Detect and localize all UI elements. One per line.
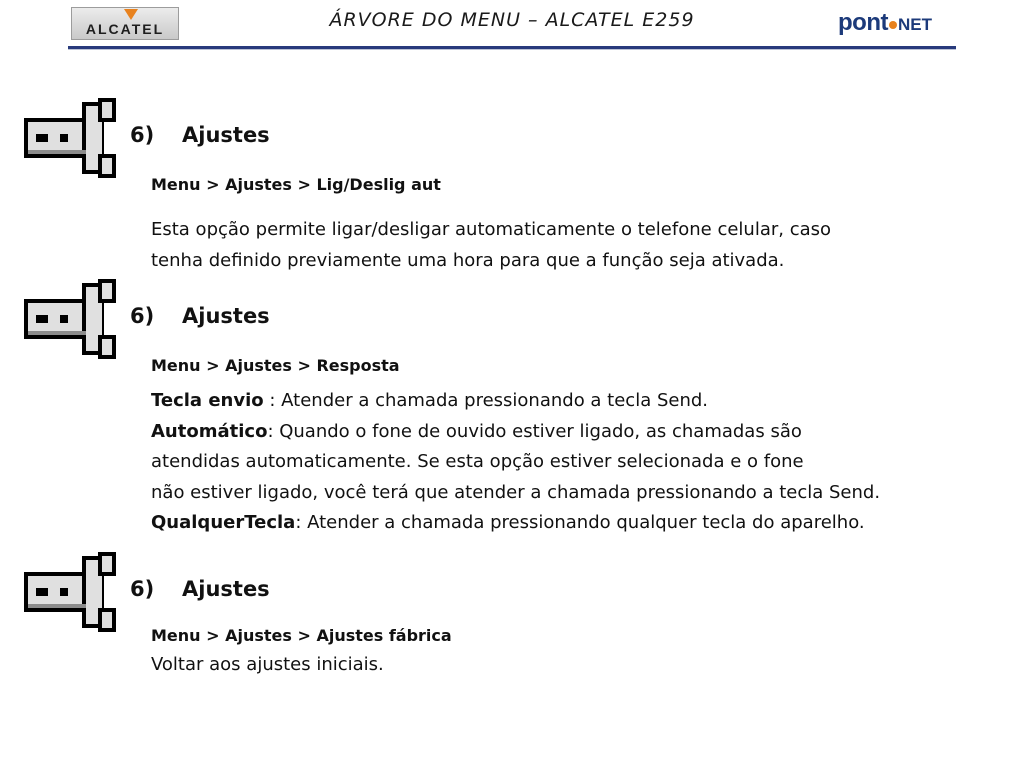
menu-path: Menu > Ajustes > Ajustes fábrica: [151, 626, 452, 645]
wrench-icon: [18, 550, 118, 634]
section-heading: [130, 123, 270, 147]
slide-header: [0, 0, 1024, 60]
body-line: Esta opção permite ligar/desligar automaticamente o telefone celular, caso: [151, 219, 832, 240]
wrench-icon: [18, 277, 118, 361]
section-title: Ajustes: [182, 304, 270, 328]
section-body: [151, 215, 1011, 276]
definition-term: QualquerTecla: [151, 512, 296, 533]
definition-separator: :: [295, 512, 308, 533]
definition-separator: :: [263, 390, 282, 411]
section-number: 6): [130, 123, 155, 147]
header-divider: [68, 46, 956, 49]
pontonet-logo-text-right: NET: [897, 15, 932, 34]
alcatel-triangle-icon: [124, 9, 138, 20]
definition-line: [151, 417, 1011, 448]
definition-line: [151, 508, 1011, 539]
section-body: [151, 386, 1011, 539]
definition-line: atendidas automaticamente. Se esta opção estiver selecionada e o fone: [151, 451, 804, 472]
definition-text: Quando o fone de ouvido estiver ligado, as chamadas são: [279, 420, 802, 442]
body-line: tenha definido previamente uma hora para que a função seja ativada.: [151, 249, 785, 271]
definition-line: [151, 386, 1011, 417]
definition-text: Atender a chamada pressionando qualquer tecla do aparelho.: [307, 512, 865, 533]
orange-dot-icon: [889, 21, 897, 29]
definition-term: Tecla envio: [151, 390, 264, 411]
pontonet-logo-text-left: pont: [838, 9, 888, 36]
body-line: Voltar aos ajustes iniciais.: [151, 654, 384, 675]
definition-term: Automático: [151, 420, 268, 442]
section-number: 6): [130, 304, 155, 328]
menu-path: Menu > Ajustes > Lig/Deslig aut: [151, 175, 441, 194]
wrench-icon: [18, 96, 118, 180]
section-number: 6): [130, 577, 155, 601]
definition-text: Atender a chamada pressionando a tecla Send.: [281, 390, 709, 411]
alcatel-logo-text: ALCATEL: [85, 21, 165, 37]
definition-separator: :: [267, 420, 280, 442]
menu-path: Menu > Ajustes > Resposta: [151, 356, 400, 375]
definition-line: não estiver ligado, você terá que atender a chamada pressionando a tecla Send.: [151, 481, 881, 503]
section-body: [151, 650, 1011, 681]
section-heading: [130, 577, 270, 601]
alcatel-logo: [71, 7, 179, 40]
section-heading: [130, 304, 270, 328]
page-title: ÁRVORE DO MENU – ALCATEL E259: [329, 9, 695, 31]
section-title: Ajustes: [182, 577, 270, 601]
pontonet-logo: [838, 9, 932, 39]
section-title: Ajustes: [182, 123, 270, 147]
